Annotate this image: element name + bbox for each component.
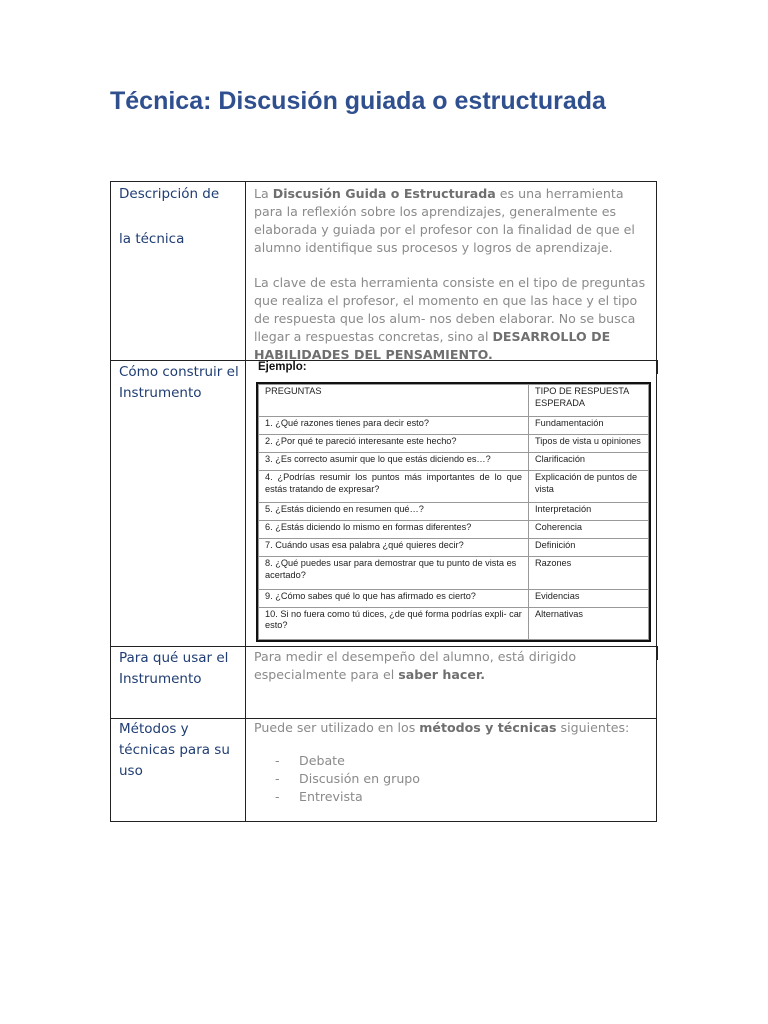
question-cell: 3. ¿Es correcto asumir que lo que estás diciendo es…? xyxy=(259,453,529,471)
bold-run: Discusión Guida o Estructurada xyxy=(272,186,496,201)
table-row xyxy=(259,435,649,453)
question-cell: 4. ¿Podrías resumir los puntos más importantes de lo que estás tratando de expresar? xyxy=(259,471,529,503)
question-cell: 5. ¿Estás diciendo en resumen qué…? xyxy=(259,503,529,521)
technique-table xyxy=(110,181,657,822)
page-title: Técnica: Discusión guiada o estructurada xyxy=(110,87,606,115)
table-row xyxy=(259,589,649,607)
para-que-text xyxy=(254,648,654,684)
table-row xyxy=(259,453,649,471)
dash-bullet: - xyxy=(275,771,280,786)
label-para-que: Para qué usar el Instrumento xyxy=(119,650,229,687)
table-row xyxy=(259,417,649,435)
descripcion-paragraph-2 xyxy=(254,274,654,364)
response-type-cell: Definición xyxy=(529,539,649,557)
response-type-cell: Interpretación xyxy=(529,503,649,521)
question-cell: 8. ¿Qué puedes usar para demostrar que tu punto de vista es acertado? xyxy=(259,557,529,589)
text-run: siguientes: xyxy=(556,720,630,735)
label-descripcion xyxy=(119,184,241,250)
question-cell: 1. ¿Qué razones tienes para decir esto? xyxy=(259,417,529,435)
question-cell: 10. Si no fuera como tú dices, ¿de qué forma podrías expli- car esto? xyxy=(259,607,529,639)
row-divider-tick xyxy=(657,646,658,660)
descripcion-paragraph-1 xyxy=(254,185,654,257)
descripcion-text xyxy=(254,185,654,364)
label-descripcion-line2: la técnica xyxy=(119,231,185,247)
response-type-cell: Explicación de puntos de vista xyxy=(529,471,649,503)
row-divider-tick xyxy=(657,360,658,374)
list-item xyxy=(254,752,654,770)
dash-bullet: - xyxy=(275,753,280,768)
question-cell: 9. ¿Cómo sabes qué lo que has afirmado es cierto? xyxy=(259,589,529,607)
list-item-text: Entrevista xyxy=(299,789,363,804)
response-type-cell: Clarificación xyxy=(529,453,649,471)
example-label: Ejemplo: xyxy=(258,361,307,373)
list-item xyxy=(254,770,654,788)
question-cell: 6. ¿Estás diciendo lo mismo en formas diferentes? xyxy=(259,521,529,539)
header-type: TIPO DE RESPUESTA ESPERADA xyxy=(529,385,649,417)
question-cell: 2. ¿Por qué te pareció interesante este hecho? xyxy=(259,435,529,453)
text-run: Para medir el desempeño del alumno, está dirigido especialmente para el xyxy=(254,649,577,682)
text-run: La clave de esta herramienta consiste en el tipo de preguntas que realiza el profesor, el momento en que las hace y el tipo de respuesta que los alum- nos deben elaborar. No se busca llegar a respuestas concretas, sino al xyxy=(254,275,646,344)
bold-run: métodos y técnicas xyxy=(419,720,557,735)
table-row xyxy=(259,557,649,589)
metodos-intro xyxy=(254,719,654,737)
example-header-row xyxy=(259,385,649,417)
table-row xyxy=(259,471,649,503)
metodos-text xyxy=(254,719,654,806)
question-cell: 7. Cuándo usas esa palabra ¿qué quieres decir? xyxy=(259,539,529,557)
response-type-cell: Coherencia xyxy=(529,521,649,539)
text-run: Puede ser utilizado en los xyxy=(254,720,420,735)
table-row xyxy=(259,607,649,639)
label-metodos: Métodos y técnicas para su uso xyxy=(119,721,230,779)
bold-run: DESARROLLO DE HABILIDADES DEL PENSAMIENTO. xyxy=(254,329,611,362)
text-run: La xyxy=(254,186,273,201)
label-construir: Cómo construir el Instrumento xyxy=(119,364,239,401)
row-divider xyxy=(111,646,656,647)
example-table xyxy=(256,382,651,642)
table-row xyxy=(259,503,649,521)
response-type-cell: Alternativas xyxy=(529,607,649,639)
list-item-text: Debate xyxy=(299,753,345,768)
metodos-list xyxy=(254,752,654,806)
table-row xyxy=(259,521,649,539)
list-item xyxy=(254,788,654,806)
header-questions: PREGUNTAS xyxy=(259,385,529,417)
bold-run: saber hacer. xyxy=(398,667,486,682)
list-item-text: Discusión en grupo xyxy=(299,771,420,786)
response-type-cell: Razones xyxy=(529,557,649,589)
response-type-cell: Tipos de vista u opiniones xyxy=(529,435,649,453)
dash-bullet: - xyxy=(275,789,280,804)
table-row xyxy=(259,539,649,557)
label-descripcion-line1: Descripción de xyxy=(119,186,220,202)
text-run: es una herramienta para la reflexión sobre los aprendizajes, generalmente es elaborada y guiada por el profesor con la finalidad de que el alumno identifique sus procesos y logros de aprendizaje. xyxy=(254,186,635,255)
response-type-cell: Evidencias xyxy=(529,589,649,607)
column-divider xyxy=(245,182,246,821)
response-type-cell: Fundamentación xyxy=(529,417,649,435)
